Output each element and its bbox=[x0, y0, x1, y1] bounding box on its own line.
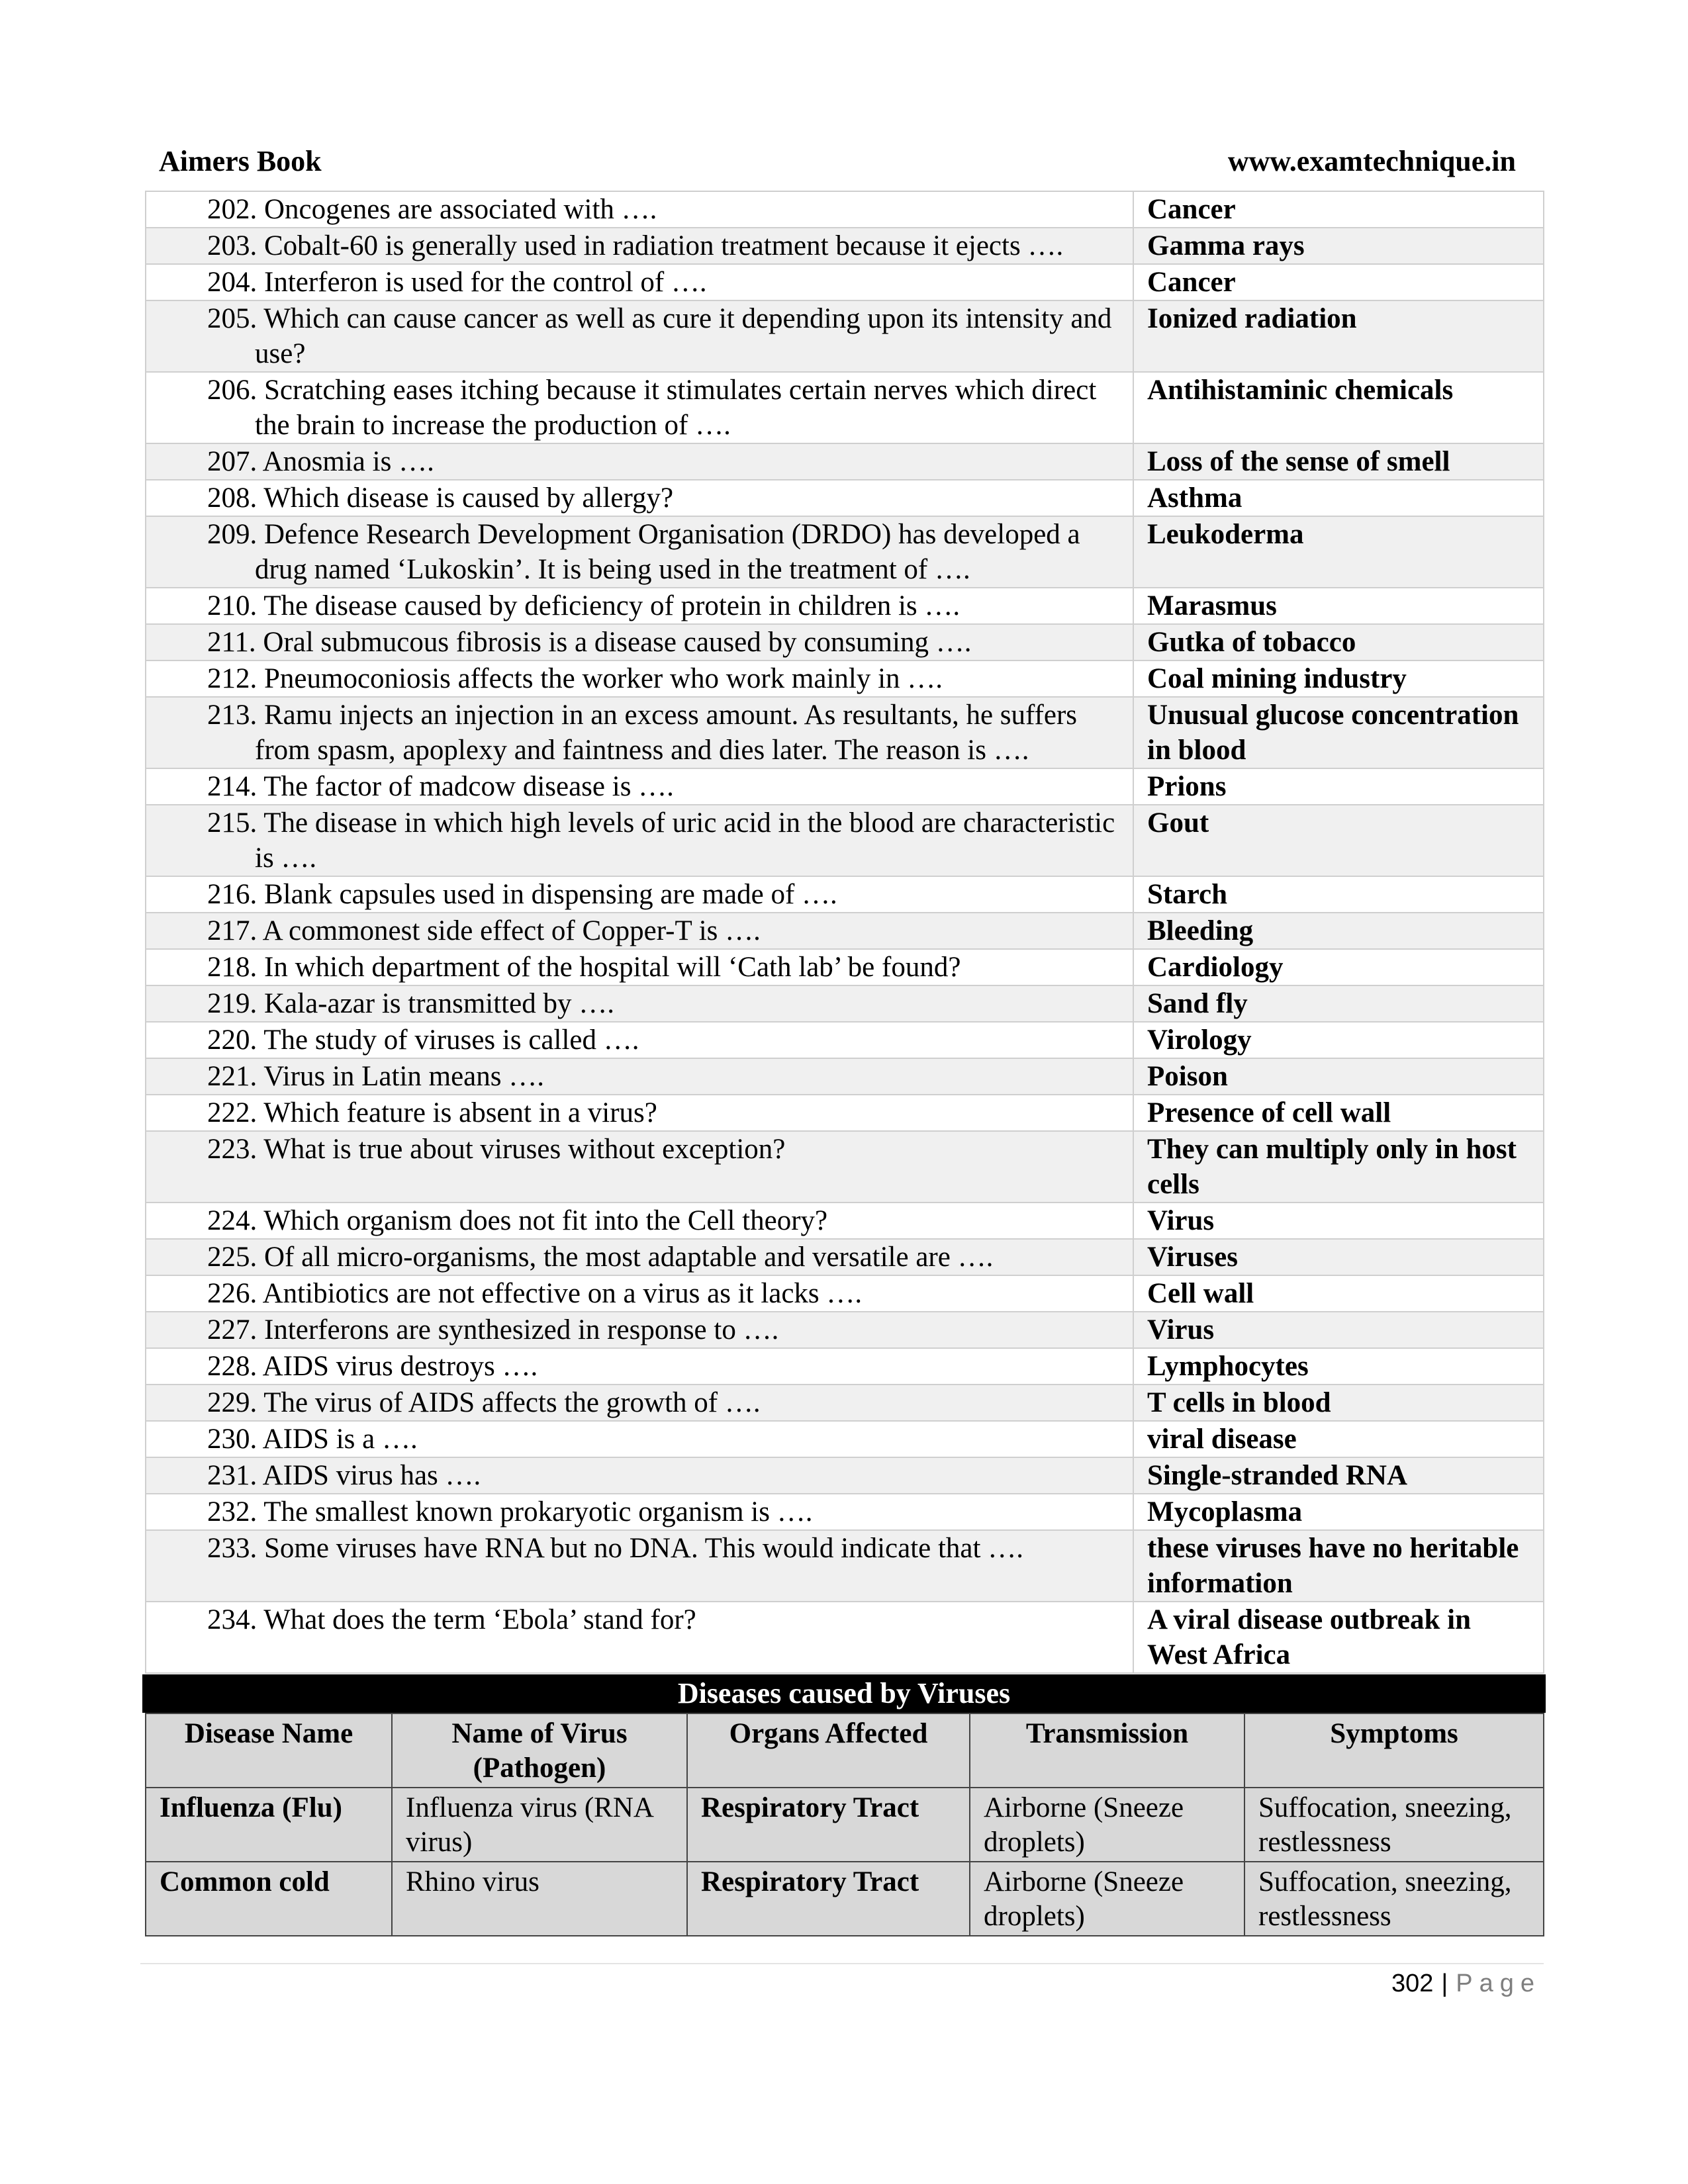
qa-row bbox=[146, 624, 1544, 660]
footer-separator: | bbox=[1441, 1970, 1448, 1997]
answer-cell: these viruses have no heritable information bbox=[1133, 1530, 1544, 1602]
question-cell bbox=[146, 1275, 1133, 1312]
qa-row bbox=[146, 949, 1544, 985]
qa-row bbox=[146, 1312, 1544, 1348]
question-cell bbox=[146, 516, 1133, 588]
qa-row bbox=[146, 768, 1544, 805]
question-text: 214. The factor of madcow disease is …. bbox=[207, 771, 674, 802]
answer-cell: Bleeding bbox=[1133, 913, 1544, 949]
question-text: 232. The smallest known prokaryotic organism is …. bbox=[207, 1496, 813, 1527]
question-text: 212. Pneumoconiosis affects the worker who work mainly in …. bbox=[207, 663, 943, 694]
transmission-cell: Airborne (Sneeze droplets) bbox=[970, 1788, 1244, 1862]
header-transmission: Transmission bbox=[970, 1713, 1244, 1788]
answer-cell: They can multiply only in host cells bbox=[1133, 1131, 1544, 1203]
question-text: 205. Which can cause cancer as well as cure it depending upon its intensity and use? bbox=[207, 303, 1112, 369]
qa-row bbox=[146, 1203, 1544, 1239]
virus-name-cell: Rhino virus bbox=[392, 1862, 687, 1936]
question-text: 233. Some viruses have RNA but no DNA. This would indicate that …. bbox=[207, 1533, 1023, 1564]
answer-cell: viral disease bbox=[1133, 1421, 1544, 1457]
question-text: 218. In which department of the hospital will ‘Cath lab’ be found? bbox=[207, 952, 961, 983]
qa-row bbox=[146, 1457, 1544, 1494]
question-cell bbox=[146, 480, 1133, 516]
qa-row bbox=[146, 1131, 1544, 1203]
qa-row bbox=[146, 588, 1544, 624]
question-cell bbox=[146, 1602, 1133, 1673]
question-cell bbox=[146, 1239, 1133, 1275]
qa-row bbox=[146, 913, 1544, 949]
answer-cell: Viruses bbox=[1133, 1239, 1544, 1275]
answer-cell: Gout bbox=[1133, 805, 1544, 876]
question-text: 206. Scratching eases itching because it stimulates certain nerves which direct the brain to increase the production of …. bbox=[207, 375, 1097, 441]
virus-table-row bbox=[146, 1862, 1544, 1936]
transmission-cell: Airborne (Sneeze droplets) bbox=[970, 1862, 1244, 1936]
question-text: 224. Which organism does not fit into the Cell theory? bbox=[207, 1205, 828, 1236]
question-cell bbox=[146, 228, 1133, 264]
question-cell bbox=[146, 191, 1133, 228]
question-text: 207. Anosmia is …. bbox=[207, 446, 434, 477]
question-text: 215. The disease in which high levels of uric acid in the blood are characteristic is …. bbox=[207, 807, 1115, 874]
question-text: 202. Oncogenes are associated with …. bbox=[207, 194, 657, 225]
question-cell bbox=[146, 1022, 1133, 1058]
header-disease-name: Disease Name bbox=[146, 1713, 392, 1788]
question-cell bbox=[146, 588, 1133, 624]
answer-cell: Cell wall bbox=[1133, 1275, 1544, 1312]
question-cell bbox=[146, 1457, 1133, 1494]
answer-cell: Cardiology bbox=[1133, 949, 1544, 985]
page-label: Page bbox=[1456, 1970, 1541, 1997]
organs-affected-cell: Respiratory Tract bbox=[687, 1862, 970, 1936]
question-text: 213. Ramu injects an injection in an excess amount. As resultants, he suffers from spasm, apoplexy and faintness and dies later. The reason is …. bbox=[207, 700, 1078, 766]
qa-row bbox=[146, 1239, 1544, 1275]
question-cell bbox=[146, 876, 1133, 913]
question-text: 234. What does the term ‘Ebola’ stand for? bbox=[207, 1604, 696, 1635]
question-cell bbox=[146, 1348, 1133, 1385]
answer-cell: Gamma rays bbox=[1133, 228, 1544, 264]
answer-cell: Virology bbox=[1133, 1022, 1544, 1058]
qa-row bbox=[146, 1022, 1544, 1058]
virus-table-header-row bbox=[146, 1713, 1544, 1788]
answer-cell: Asthma bbox=[1133, 480, 1544, 516]
virus-table-row bbox=[146, 1788, 1544, 1862]
qa-row bbox=[146, 1385, 1544, 1421]
question-cell bbox=[146, 949, 1133, 985]
question-cell bbox=[146, 697, 1133, 768]
answer-cell: Prions bbox=[1133, 768, 1544, 805]
answer-cell: Cancer bbox=[1133, 264, 1544, 300]
question-cell bbox=[146, 913, 1133, 949]
virus-table bbox=[145, 1713, 1544, 1936]
question-cell bbox=[146, 372, 1133, 443]
question-text: 228. AIDS virus destroys …. bbox=[207, 1351, 538, 1382]
qa-row bbox=[146, 805, 1544, 876]
qa-row bbox=[146, 191, 1544, 228]
question-cell bbox=[146, 1131, 1133, 1203]
qa-row bbox=[146, 697, 1544, 768]
qa-row bbox=[146, 480, 1544, 516]
organs-affected-cell: Respiratory Tract bbox=[687, 1788, 970, 1862]
answer-cell: Virus bbox=[1133, 1203, 1544, 1239]
question-text: 225. Of all micro-organisms, the most adaptable and versatile are …. bbox=[207, 1242, 994, 1273]
question-text: 229. The virus of AIDS affects the growth of …. bbox=[207, 1387, 761, 1418]
answer-cell: Ionized radiation bbox=[1133, 300, 1544, 372]
answer-cell: Leukoderma bbox=[1133, 516, 1544, 588]
question-text: 226. Antibiotics are not effective on a virus as it lacks …. bbox=[207, 1278, 863, 1309]
book-title: Aimers Book bbox=[159, 145, 322, 177]
page-header bbox=[159, 144, 1516, 184]
question-cell bbox=[146, 1530, 1133, 1602]
symptoms-cell: Suffocation, sneezing, restlessness bbox=[1244, 1788, 1544, 1862]
qa-row bbox=[146, 1348, 1544, 1385]
question-cell bbox=[146, 443, 1133, 480]
question-text: 223. What is true about viruses without exception? bbox=[207, 1134, 786, 1165]
answer-cell: Loss of the sense of smell bbox=[1133, 443, 1544, 480]
question-text: 209. Defence Research Development Organisation (DRDO) has developed a drug named ‘Lukoskin’. It is being used in the treatment of …. bbox=[207, 519, 1080, 585]
disease-name-cell: Influenza (Flu) bbox=[146, 1788, 392, 1862]
question-text: 210. The disease caused by deficiency of protein in children is …. bbox=[207, 590, 961, 621]
virus-table-title: Diseases caused by Viruses bbox=[142, 1674, 1546, 1713]
virus-name-cell: Influenza virus (RNA virus) bbox=[392, 1788, 687, 1862]
header-virus-name: Name of Virus (Pathogen) bbox=[392, 1713, 687, 1788]
question-text: 208. Which disease is caused by allergy? bbox=[207, 482, 674, 514]
qa-row bbox=[146, 372, 1544, 443]
question-cell bbox=[146, 768, 1133, 805]
question-cell bbox=[146, 1494, 1133, 1530]
qa-row bbox=[146, 300, 1544, 372]
header-organs-affected: Organs Affected bbox=[687, 1713, 970, 1788]
answer-cell: Antihistaminic chemicals bbox=[1133, 372, 1544, 443]
answer-cell: Sand fly bbox=[1133, 985, 1544, 1022]
question-text: 219. Kala-azar is transmitted by …. bbox=[207, 988, 614, 1019]
question-cell bbox=[146, 660, 1133, 697]
page-footer bbox=[1391, 1970, 1541, 1998]
question-cell bbox=[146, 805, 1133, 876]
disease-name-cell: Common cold bbox=[146, 1862, 392, 1936]
qa-row bbox=[146, 264, 1544, 300]
question-cell bbox=[146, 1385, 1133, 1421]
question-text: 230. AIDS is a …. bbox=[207, 1424, 418, 1455]
question-text: 211. Oral submucous fibrosis is a disease caused by consuming …. bbox=[207, 627, 972, 658]
qa-row bbox=[146, 443, 1544, 480]
qa-row bbox=[146, 516, 1544, 588]
question-cell bbox=[146, 1203, 1133, 1239]
answer-cell: T cells in blood bbox=[1133, 1385, 1544, 1421]
symptoms-cell: Suffocation, sneezing, restlessness bbox=[1244, 1862, 1544, 1936]
answer-cell: Unusual glucose concentration in blood bbox=[1133, 697, 1544, 768]
answer-cell: Mycoplasma bbox=[1133, 1494, 1544, 1530]
qa-row bbox=[146, 1602, 1544, 1673]
answer-cell: Marasmus bbox=[1133, 588, 1544, 624]
answer-cell: Single-stranded RNA bbox=[1133, 1457, 1544, 1494]
answer-cell: A viral disease outbreak in West Africa bbox=[1133, 1602, 1544, 1673]
qa-row bbox=[146, 1058, 1544, 1095]
answer-cell: Presence of cell wall bbox=[1133, 1095, 1544, 1131]
answer-cell: Poison bbox=[1133, 1058, 1544, 1095]
question-text: 217. A commonest side effect of Copper-T is …. bbox=[207, 915, 761, 946]
question-cell bbox=[146, 1095, 1133, 1131]
qa-row bbox=[146, 1421, 1544, 1457]
question-text: 220. The study of viruses is called …. bbox=[207, 1024, 639, 1056]
answer-cell: Coal mining industry bbox=[1133, 660, 1544, 697]
qa-table bbox=[145, 191, 1544, 1674]
question-cell bbox=[146, 300, 1133, 372]
question-text: 221. Virus in Latin means …. bbox=[207, 1061, 544, 1092]
answer-cell: Gutka of tobacco bbox=[1133, 624, 1544, 660]
answer-cell: Starch bbox=[1133, 876, 1544, 913]
question-text: 231. AIDS virus has …. bbox=[207, 1460, 481, 1491]
qa-row bbox=[146, 1530, 1544, 1602]
question-text: 222. Which feature is absent in a virus? bbox=[207, 1097, 657, 1128]
qa-row bbox=[146, 876, 1544, 913]
answer-cell: Lymphocytes bbox=[1133, 1348, 1544, 1385]
qa-row bbox=[146, 1494, 1544, 1530]
qa-row bbox=[146, 1095, 1544, 1131]
question-text: 227. Interferons are synthesized in response to …. bbox=[207, 1314, 779, 1345]
question-cell bbox=[146, 985, 1133, 1022]
question-cell bbox=[146, 1312, 1133, 1348]
qa-table-body bbox=[146, 191, 1544, 1673]
question-text: 203. Cobalt-60 is generally used in radiation treatment because it ejects …. bbox=[207, 230, 1064, 261]
question-text: 216. Blank capsules used in dispensing are made of …. bbox=[207, 879, 837, 910]
header-symptoms: Symptoms bbox=[1244, 1713, 1544, 1788]
answer-cell: Virus bbox=[1133, 1312, 1544, 1348]
question-cell bbox=[146, 624, 1133, 660]
question-cell bbox=[146, 264, 1133, 300]
footer-divider bbox=[140, 1963, 1544, 1964]
question-cell bbox=[146, 1421, 1133, 1457]
qa-row bbox=[146, 1275, 1544, 1312]
qa-row bbox=[146, 228, 1544, 264]
website-url: www.examtechnique.in bbox=[1227, 145, 1516, 177]
page-number: 302 bbox=[1391, 1970, 1434, 1997]
question-text: 204. Interferon is used for the control of …. bbox=[207, 267, 707, 298]
question-cell bbox=[146, 1058, 1133, 1095]
answer-cell: Cancer bbox=[1133, 191, 1544, 228]
qa-row bbox=[146, 985, 1544, 1022]
qa-row bbox=[146, 660, 1544, 697]
